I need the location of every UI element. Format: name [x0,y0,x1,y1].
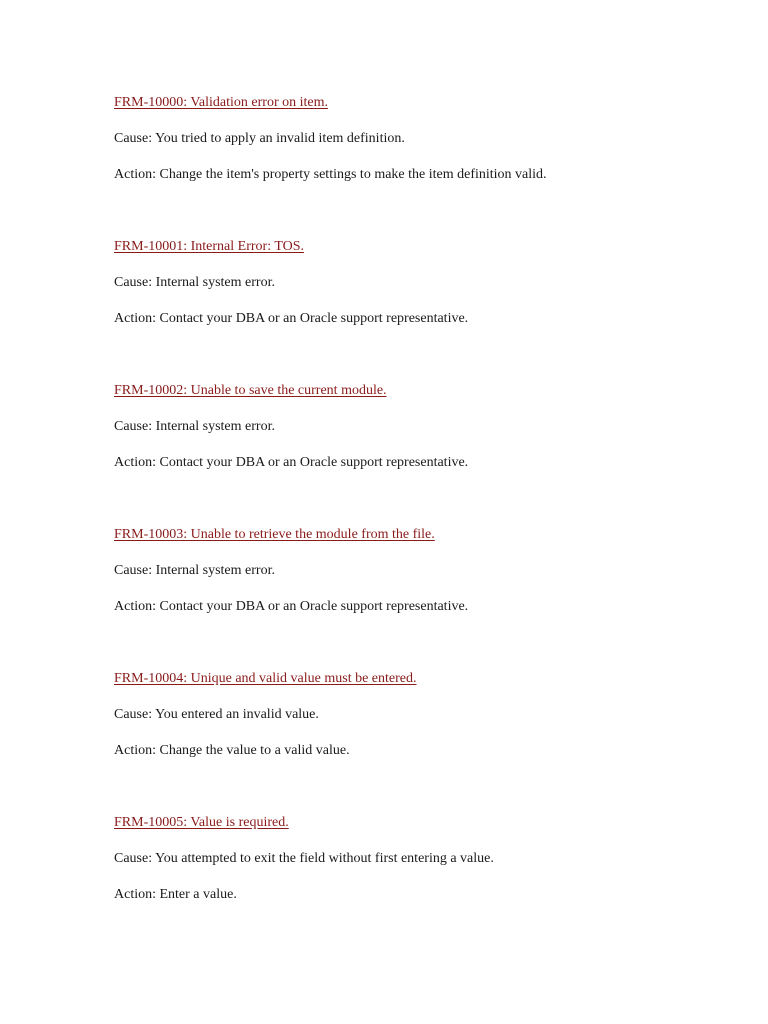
error-cause: Cause: Internal system error. [114,275,275,290]
error-action: Action: Contact your DBA or an Oracle support representative. [114,599,469,614]
error-action: Action: Change the value to a valid value. [114,743,350,758]
error-title-link[interactable]: FRM-10000: Validation error on item. [114,95,328,110]
error-action: Action: Contact your DBA or an Oracle support representative. [114,455,469,470]
error-title-link[interactable]: FRM-10002: Unable to save the current module. [114,383,387,398]
error-title-link[interactable]: FRM-10005: Value is required. [114,815,289,830]
error-cause: Cause: Internal system error. [114,563,275,578]
error-action: Action: Contact your DBA or an Oracle support representative. [114,311,469,326]
error-cause: Cause: Internal system error. [114,419,275,434]
error-cause: Cause: You tried to apply an invalid item definition. [114,131,405,146]
error-title-link[interactable]: FRM-10001: Internal Error: TOS. [114,239,305,254]
error-title-link[interactable]: FRM-10004: Unique and valid value must be entered. [114,671,417,686]
error-cause: Cause: You entered an invalid value. [114,707,319,722]
error-cause: Cause: You attempted to exit the field without first entering a value. [114,851,494,866]
error-action: Action: Enter a value. [114,887,237,902]
error-action: Action: Change the item's property settings to make the item definition valid. [114,167,547,182]
error-title-link[interactable]: FRM-10003: Unable to retrieve the module from the file. [114,527,435,542]
